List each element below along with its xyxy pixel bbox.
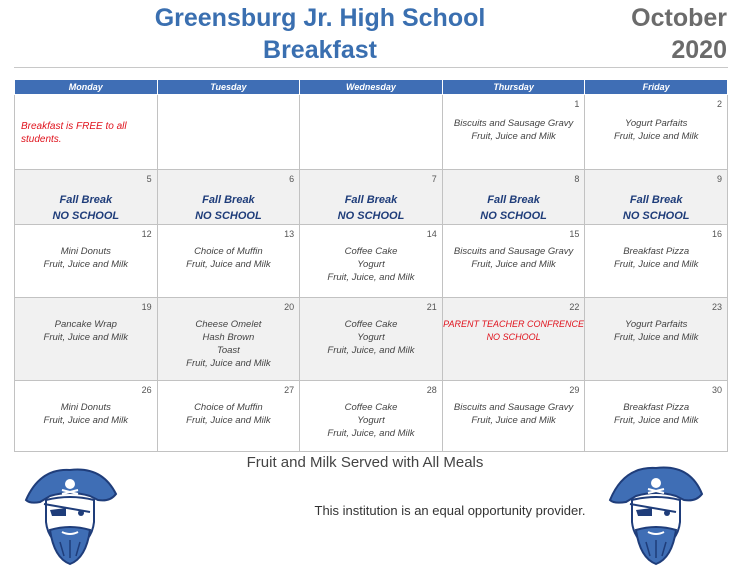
day-number: 19 (141, 302, 152, 312)
day-number: 27 (284, 385, 295, 395)
menu-item: Fruit, Juice and Milk (471, 415, 556, 426)
weekday-thursday: Thursday (442, 80, 585, 95)
fall-break-label: Fall Break (344, 194, 398, 206)
day-number: 13 (284, 229, 295, 239)
menu-item: Fruit, Juice and Milk (613, 259, 699, 270)
fruit-milk-note: Fruit and Milk Served with All Meals (246, 454, 484, 471)
menu-item: Biscuits and Sausage Gravy (453, 118, 574, 129)
fall-break-label: Fall Break (487, 194, 540, 206)
week-row (15, 381, 728, 452)
day-cell (442, 225, 585, 298)
day-cell (300, 95, 443, 170)
day-number: 20 (284, 302, 295, 312)
weekday-wednesday: Wednesday (300, 80, 443, 95)
header-divider (14, 67, 728, 68)
day-cell (442, 170, 585, 225)
meal-title: Breakfast (263, 36, 377, 64)
menu-item: Hash Brown (202, 332, 255, 343)
no-school-label: NO SCHOOL (480, 210, 547, 222)
menu-item: Coffee Cake (344, 319, 398, 330)
day-cell (15, 381, 158, 452)
day-cell (442, 381, 585, 452)
week-row (15, 95, 728, 170)
day-cell (585, 95, 728, 170)
menu-item: Fruit, Juice, and Milk (327, 272, 415, 283)
week-row (15, 225, 728, 298)
day-number: 22 (569, 302, 580, 312)
no-school-label: NO SCHOOL (622, 210, 690, 222)
day-number: 7 (431, 174, 437, 184)
day-cell (15, 95, 158, 170)
menu-item: Yogurt (357, 259, 385, 270)
day-number: 16 (711, 229, 722, 239)
day-cell (585, 298, 728, 381)
year-label: 2020 (671, 36, 727, 64)
week-row (15, 298, 728, 381)
menu-item: Fruit, Juice and Milk (471, 259, 556, 270)
day-cell (157, 298, 300, 381)
month-label: October (631, 4, 727, 32)
pirate-mascot-icon (20, 460, 120, 566)
menu-item: Fruit, Juice and Milk (613, 131, 699, 142)
menu-item: Fruit, Juice and Milk (43, 332, 129, 343)
menu-item: Fruit, Juice and Milk (613, 415, 699, 426)
menu-item: Breakfast Pizza (623, 402, 690, 413)
week-row (15, 170, 728, 225)
parent-teacher-conference-label: PARENT TEACHER CONFRENCE (443, 319, 584, 329)
menu-item: Biscuits and Sausage Gravy (453, 246, 574, 257)
day-cell (442, 95, 585, 170)
day-cell (157, 381, 300, 452)
day-number: 30 (711, 385, 722, 395)
menu-item: Fruit, Juice and Milk (471, 131, 556, 142)
day-number: 15 (569, 229, 580, 239)
weekday-header-row (15, 80, 728, 95)
day-cell (300, 225, 443, 298)
menu-item: Cheese Omelet (195, 319, 262, 330)
menu-item: Mini Donuts (60, 246, 111, 257)
day-number: 26 (141, 385, 152, 395)
day-cell (585, 381, 728, 452)
day-number: 21 (426, 302, 437, 312)
menu-item: Fruit, Juice and Milk (186, 415, 271, 426)
equal-opportunity-statement: This institution is an equal opportunity provider. (314, 503, 586, 518)
menu-item: Fruit, Juice and Milk (186, 358, 271, 369)
day-cell (157, 225, 300, 298)
day-cell (300, 170, 443, 225)
day-cell (15, 225, 158, 298)
day-cell (15, 170, 158, 225)
day-number: 8 (574, 174, 580, 184)
day-cell (157, 170, 300, 225)
no-school-label: NO SCHOOL (486, 332, 541, 342)
weekday-friday: Friday (585, 80, 728, 95)
day-cell (442, 298, 585, 381)
day-cell (300, 381, 443, 452)
menu-item: Mini Donuts (60, 402, 111, 413)
day-cell (300, 298, 443, 381)
pirate-mascot-icon (606, 458, 706, 566)
day-number: 29 (569, 385, 580, 395)
school-title: Greensburg Jr. High School (154, 4, 486, 32)
menu-item: Yogurt Parfaits (625, 118, 688, 129)
menu-item: Fruit, Juice and Milk (186, 259, 271, 270)
menu-calendar (14, 79, 728, 452)
fall-break-label: Fall Break (202, 194, 255, 206)
no-school-label: NO SCHOOL (52, 210, 120, 222)
weekday-monday: Monday (15, 80, 158, 95)
menu-item: Yogurt (357, 332, 385, 343)
day-number: 5 (146, 174, 152, 184)
menu-item: Yogurt Parfaits (625, 319, 688, 330)
menu-item: Breakfast Pizza (623, 246, 690, 257)
day-cell (585, 170, 728, 225)
day-cell (15, 298, 158, 381)
no-school-label: NO SCHOOL (195, 210, 262, 222)
day-number: 14 (426, 229, 437, 239)
menu-item: Biscuits and Sausage Gravy (453, 402, 574, 413)
menu-item: Choice of Muffin (194, 246, 263, 257)
menu-item: Fruit, Juice, and Milk (327, 345, 415, 356)
menu-item: Yogurt (357, 415, 385, 426)
day-number: 6 (289, 174, 295, 184)
weekday-tuesday: Tuesday (157, 80, 300, 95)
day-number: 28 (426, 385, 437, 395)
menu-item: Choice of Muffin (194, 402, 263, 413)
day-number: 9 (716, 174, 722, 184)
fall-break-label: Fall Break (59, 194, 113, 206)
fall-break-label: Fall Break (629, 194, 683, 206)
menu-item: Fruit, Juice and Milk (613, 332, 699, 343)
day-cell (585, 225, 728, 298)
menu-item: Fruit, Juice and Milk (43, 259, 129, 270)
menu-item: Toast (216, 345, 240, 356)
menu-item: Fruit, Juice, and Milk (327, 428, 415, 439)
menu-item: Coffee Cake (344, 402, 398, 413)
no-school-label: NO SCHOOL (337, 210, 405, 222)
day-cell (157, 95, 300, 170)
day-number: 23 (711, 302, 722, 312)
day-number: 12 (141, 229, 152, 239)
menu-item: Fruit, Juice and Milk (43, 415, 129, 426)
menu-item: Pancake Wrap (54, 319, 117, 330)
day-number: 1 (574, 99, 580, 109)
day-number: 2 (716, 99, 722, 109)
menu-item: Coffee Cake (344, 246, 398, 257)
free-breakfast-notice: Breakfast is FREE to all students. (21, 121, 127, 145)
